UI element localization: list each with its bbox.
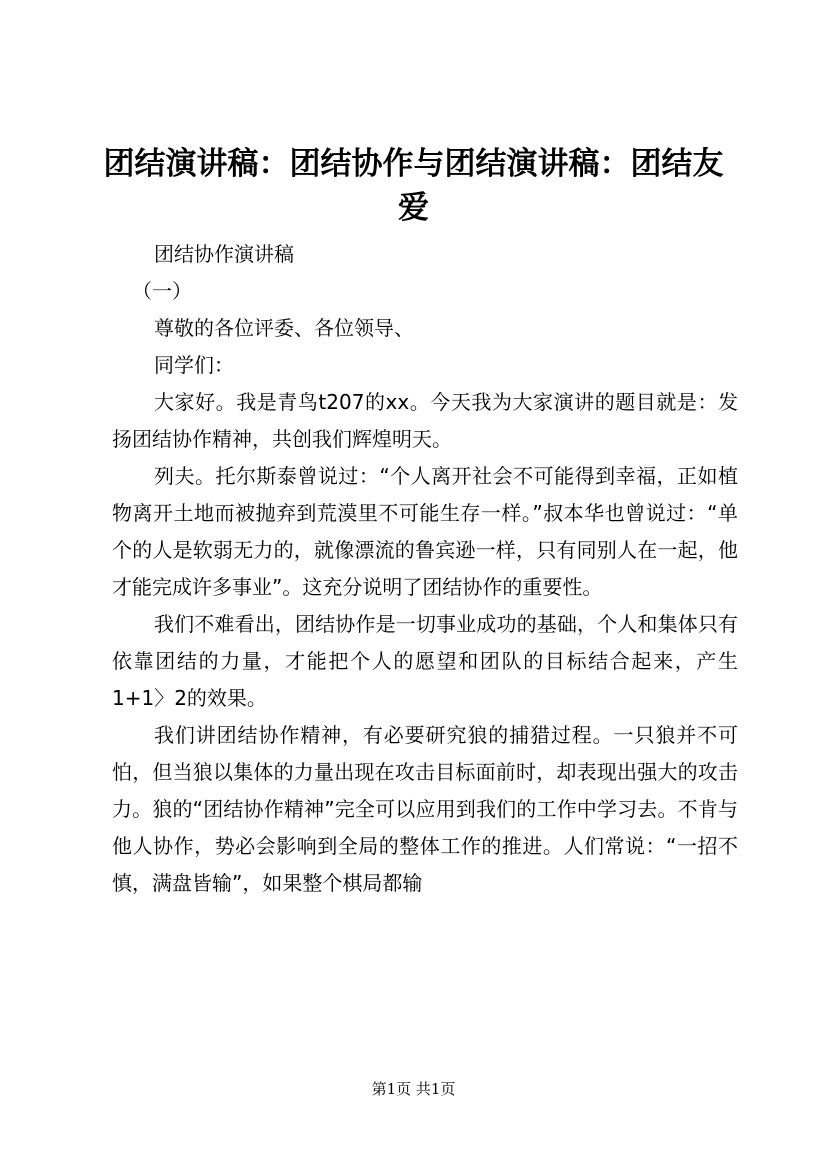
- paragraph-3: 我们不难看出，团结协作是一切事业成功的基础，个人和集体只有依靠团结的力量，才能把个人的愿望和团队的目标结合起来，产生1+1〉2的效果。: [112, 612, 738, 710]
- paragraph-1: 大家好。我是青鸟t207的xx。今天我为大家演讲的题目就是：发扬团结协作精神，共创我们辉煌明天。: [112, 390, 738, 451]
- document-body: [112, 236, 738, 902]
- subtitle: 团结协作演讲稿: [154, 242, 294, 266]
- paragraph-2: 列夫。托尔斯泰曾说过：“个人离开社会不可能得到幸福，正如植物离开土地而被抛弃到荒漠里不可能生存一样。”叔本华也曾说过：“单个的人是软弱无力的，就像漂流的鲁宾逊一样，只有同别人在一起，他才能完成许多事业”。这充分说明了团结协作的重要性。: [112, 464, 738, 599]
- paragraph-4: 我们讲团结协作精神，有必要研究狼的捕猎过程。一只狼并不可怕，但当狼以集体的力量出现在攻击目标面前时，却表现出强大的攻击力。狼的“团结协作精神”完全可以应用到我们的工作中学习去。不肯与他人协作，势必会影响到全局的整体工作的推进。人们常说：“一招不慎，满盘皆输”，如果整个棋局都输: [112, 723, 738, 895]
- salutation-line-2: 同学们：: [154, 353, 234, 377]
- document-title: 团结演讲稿：团结协作与团结演讲稿：团结友爱: [103, 146, 724, 226]
- page-footer: 第1页 共1页: [371, 1080, 456, 1098]
- salutation-line-1: 尊敬的各位评委、各位领导、: [154, 316, 414, 340]
- section-number: （一）: [132, 279, 192, 303]
